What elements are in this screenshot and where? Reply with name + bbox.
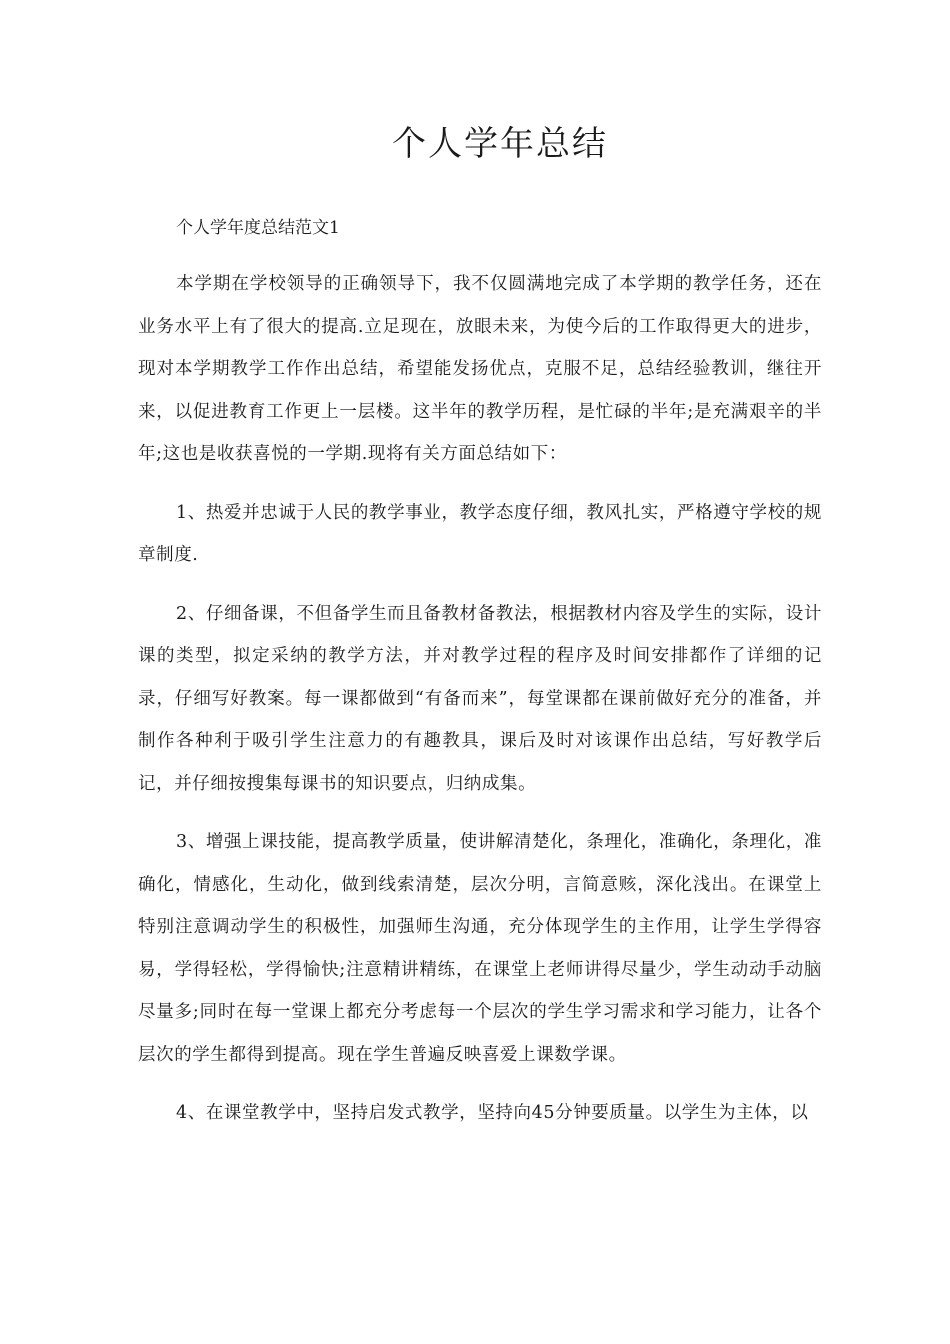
document-title: 个人学年总结 [392, 124, 608, 164]
section-heading: 个人学年度总结范文1 [176, 218, 340, 238]
paragraph-item-4: 4、在课堂教学中，坚持启发式教学，坚持向45分钟要质量。以学生为主体，以 [176, 1103, 809, 1123]
paragraph-item-2: 2、仔细备课，不但备学生而且备教材备教法，根据教材内容及学生的实际，设计课的类型，拟定采纳的教学方法，并对教学过程的程序及时间安排都作了详细的记录，仔细写好教案。每一课都做到“有备而来”，每堂课都在课前做好充分的准备，并制作各种利于吸引学生注意力的有趣教具，课后及时对该课作出总结，写好教学后记，并仔细按搜集每课书的知识要点，归纳成集。 [138, 603, 822, 794]
paragraph-item-3: 3、增强上课技能，提高教学质量，使讲解清楚化，条理化，准确化，条理化，准确化，情感化，生动化，做到线索清楚，层次分明，言简意赅，深化浅出。在课堂上特别注意调动学生的积极性，加强师生沟通，充分体现学生的主作用，让学生学得容易，学得轻松，学得愉快;注意精讲精练，在课堂上老师讲得尽量少，学生动动手动脑尽量多;同时在每一堂课上都充分考虑每一个层次的学生学习需求和学习能力，让各个层次的学生都得到提高。现在学生普遍反映喜爱上课数学课。 [138, 832, 822, 1065]
paragraph-item-1: 1、热爱并忠诚于人民的教学事业，教学态度仔细，教风扎实，严格遵守学校的规章制度. [138, 502, 822, 565]
document-body [138, 263, 822, 1151]
paragraph-intro: 本学期在学校领导的正确领导下，我不仅圆满地完成了本学期的教学任务，还在业务水平上有了很大的提高.立足现在，放眼未来，为使今后的工作取得更大的进步，现对本学期教学工作作出总结，希望能发扬优点，克服不足，总结经验教训，继往开来，以促进教育工作更上一层楼。这半年的教学历程，是忙碌的半年;是充满艰辛的半年;这也是收获喜悦的一学期.现将有关方面总结如下： [138, 274, 822, 464]
